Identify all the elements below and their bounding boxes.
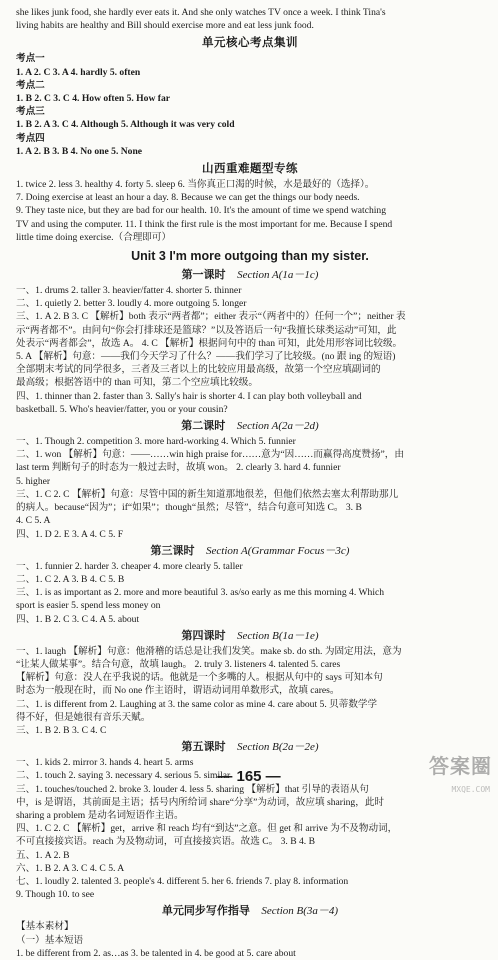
text-line: 【基本素材】 — [16, 921, 74, 933]
text-line: last term 判断句子的时态为一般过去时，故填 won。 2. clearly 3. hard 4. funnier — [16, 462, 341, 474]
text-line: 1. be different from 2. as…as 3. be talented in 4. be good at 5. care about — [16, 947, 296, 959]
watermark-url: MXQE.COM — [451, 785, 490, 794]
text-line: 中，is 是谓语，其前面是主语；括号内所给词 share“分享”为动词，故应填 sharing，此时 — [16, 796, 384, 808]
lesson-title: 第二课时 — [181, 419, 226, 433]
text-line: 三、1. C 2. C 【解析】句意：尽管中国的新生知道那地很差，但他们依然去塞太利帮助那儿 — [16, 488, 399, 500]
text-line: 二、1. quietly 2. better 3. loudly 4. more outgoing 5. longer — [16, 298, 247, 310]
text-line: 一、1. funnier 2. harder 3. cheaper 4. more clearly 5. taller — [16, 560, 243, 572]
text-line: 一、1. Though 2. competition 3. more hard-working 4. Which 5. funnier — [16, 436, 296, 448]
text-line: 示“两者都不”。由问句“你会打排球还是篮球？”以及答语后一句“我擅长球类运动”可知，此 — [16, 324, 397, 336]
lesson-heading-3 — [16, 543, 484, 559]
text-line: 六、1. B 2. A 3. C 4. C 5. A — [16, 862, 125, 874]
text-line: 一、1. kids 2. mirror 3. hands 4. heart 5. arms — [16, 757, 194, 769]
text-line: 全部期末考试的同学很多，三者及三者以上的比较应用最高级，故第一个空应填副词的 — [16, 364, 381, 376]
lesson-section: Section A(2a－2d) — [236, 420, 319, 433]
text-line: 考点四 — [16, 132, 45, 144]
lesson-heading-5 — [16, 739, 484, 755]
text-line: basketball. 5. Who's heavier/fatter, you or your cousin? — [16, 403, 228, 415]
unit-title: Unit 3 I'm more outgoing than my sister. — [131, 249, 369, 264]
lesson-3-answers — [16, 560, 484, 626]
lesson-title: 第三课时 — [150, 543, 195, 557]
section-heading-shanxi-practice: 山西重难题型专练 — [202, 161, 298, 176]
shanxi-practice-block — [16, 178, 484, 244]
text-line: 不可直接接宾语。reach 为及物动词，可直接接宾语。故选 C。 3. B 4. B — [16, 836, 315, 848]
lesson-section: Section B(3a－4) — [261, 905, 339, 918]
lesson-1-answers — [16, 284, 484, 416]
text-line: 得不好，但是她很有音乐天赋。 — [16, 711, 151, 723]
text-line: 四、1. thinner than 2. faster than 3. Sally's hair is shorter 4. I can play both volleyball and — [16, 390, 362, 402]
text-line: 三、1. touches/touched 2. broke 3. louder 4. less 5. sharing 【解析】that 引导的表语从句 — [16, 783, 369, 795]
text-line: 最高级；根据答语中的 than 可知，第二个空应填比较级。 — [16, 377, 258, 389]
writing-guide-heading — [16, 903, 484, 919]
section-heading-core-points: 单元核心考点集训 — [202, 35, 298, 50]
text-line: 时态为一般现在时，而 No one 作主语时，谓语动词用单数形式，故填 cares。 — [16, 685, 340, 697]
text-line: 二、1. touch 2. saying 3. necessary 4. serious 5. similar — [16, 770, 231, 782]
text-line: 三、1. is as important as 2. more and more beautiful 3. as/so early as me this morning 4. Which — [16, 587, 385, 599]
text-line: 1. twice 2. less 3. healthy 4. forty 5. sleep 6. 当你真正口渴的时候，水是最好的（选择）。 — [16, 179, 375, 191]
text-line: 1. A 2. C 3. A 4. hardly 5. often — [16, 66, 141, 78]
watermark-text: 答案圈 — [429, 754, 492, 778]
text-line: 的病人。because“因为”；if“如果”；though“虽然；尽管”，结合句意可知选 C。 3. B — [16, 502, 362, 514]
lesson-section: Section A(Grammar Focus－3c) — [206, 544, 350, 557]
text-line: 【解析】句意：没人在乎我说的话。他就是一个多嘴的人。根据从句中的 says 可知本句 — [16, 672, 383, 684]
text-line: 一、1. drums 2. taller 3. heavier/fatter 4. shorter 5. thinner — [16, 285, 242, 297]
text-line: 5. higher — [16, 475, 51, 487]
text-line: 考点一 — [16, 53, 45, 65]
text-line: 1. B 2. A 3. C 4. Although 5. Although it was very cold — [16, 119, 235, 131]
text-line: 四、1. D 2. E 3. A 4. C 5. F — [16, 528, 124, 540]
text-line: 4. C 5. A — [16, 515, 51, 527]
lesson-title: 第五课时 — [181, 740, 226, 754]
text-line: 9. They taste nice, but they are bad for our health. 10. It's the amount of time we spend watching — [16, 205, 387, 217]
lesson-heading-4 — [16, 628, 484, 644]
text-line: living habits are healthy and Bill should exercise more and eat less junk food. — [16, 20, 314, 32]
text-line: sport is easier 5. spend less money on — [16, 600, 161, 612]
lesson-title: 第四课时 — [181, 628, 226, 642]
text-line: 三、1. B 2. B 3. C 4. C — [16, 724, 107, 736]
text-line: （一）基本短语 — [16, 934, 84, 946]
text-line: 四、1. C 2. C 【解析】get，arrive 和 reach 均有“到达”之意。但 get 和 arrive 为不及物动词， — [16, 823, 398, 835]
text-line: 7. Doing exercise at least an hour a day. 8. Because we can get the things our body needs. — [16, 192, 360, 204]
lesson-heading-2 — [16, 418, 484, 434]
lesson-section: Section B(2a－2e) — [236, 741, 319, 754]
text-line: she likes junk food, she hardly ever eats it. And she only watches TV once a week. I think Tina's — [16, 7, 386, 18]
text-line: 5. A 【解析】句意：——我们今天学习了什么？——我们学习了比较级。(no 跟 ing 的短语) — [16, 351, 396, 363]
text-line: 1. A 2. B 3. B 4. No one 5. None — [16, 145, 143, 157]
text-line: 处表示“两者都会”，故选 A。 4. C 【解析】根据问句中的 than 可知，此处用形容词比较级。 — [16, 337, 403, 349]
text-line: “让某人做某事”。结合句意，故填 laugh。 2. truly 3. listeners 4. talented 5. cares — [16, 658, 341, 670]
text-line: TV and using the computer. 11. I think the first rule is the most important for me. Because I spend — [16, 218, 393, 230]
text-line: 一、1. laugh 【解析】句意：他滑稽的话总是让我们发笑。make sb. do sth. 为固定用法，意为 — [16, 645, 402, 657]
lesson-title: 第一课时 — [181, 268, 226, 282]
text-line: 七、1. loudly 2. talented 3. people's 4. different 5. her 6. friends 7. play 8. information — [16, 875, 349, 887]
watermark-logo — [400, 754, 492, 796]
lesson-section: Section B(1a－1e) — [236, 629, 319, 642]
writing-guide-block — [16, 920, 484, 960]
page-number: — 165 — — [217, 768, 281, 785]
intro-block — [16, 6, 484, 32]
lesson-4-answers — [16, 645, 484, 737]
lesson-heading-1 — [16, 267, 484, 283]
core-points-block — [16, 52, 484, 158]
text-line: 9. Though 10. to see — [16, 889, 95, 901]
text-line: 考点二 — [16, 79, 45, 91]
text-line: 二、1. C 2. A 3. B 4. C 5. B — [16, 573, 125, 585]
text-line: 1. B 2. C 3. C 4. How often 5. How far — [16, 93, 171, 105]
lesson-title: 单元同步写作指导 — [161, 904, 250, 918]
text-line: 五、1. A 2. B — [16, 849, 70, 861]
text-line: 考点三 — [16, 106, 45, 118]
text-line: 四、1. B 2. C 3. C 4. A 5. about — [16, 613, 140, 625]
text-line: little time doing exercise.（合理即可） — [16, 231, 172, 243]
lesson-2-answers — [16, 435, 484, 541]
text-line: 二、1. won 【解析】句意：——……win high praise for……意为“因……而赢得高度赞扬”，由 — [16, 449, 404, 461]
text-line: 三、1. A 2. B 3. C 【解析】both 表示“两者都”；either 表示“（两者中的）任何一个”；neither 表 — [16, 311, 406, 323]
text-line: 二、1. is different from 2. Laughing at 3. the same color as mine 4. care about 5. 贝蒂数学学 — [16, 698, 378, 710]
text-line: sharing a problem 是动名词短语作主语。 — [16, 809, 184, 821]
lesson-section: Section A(1a－1c) — [237, 269, 319, 282]
